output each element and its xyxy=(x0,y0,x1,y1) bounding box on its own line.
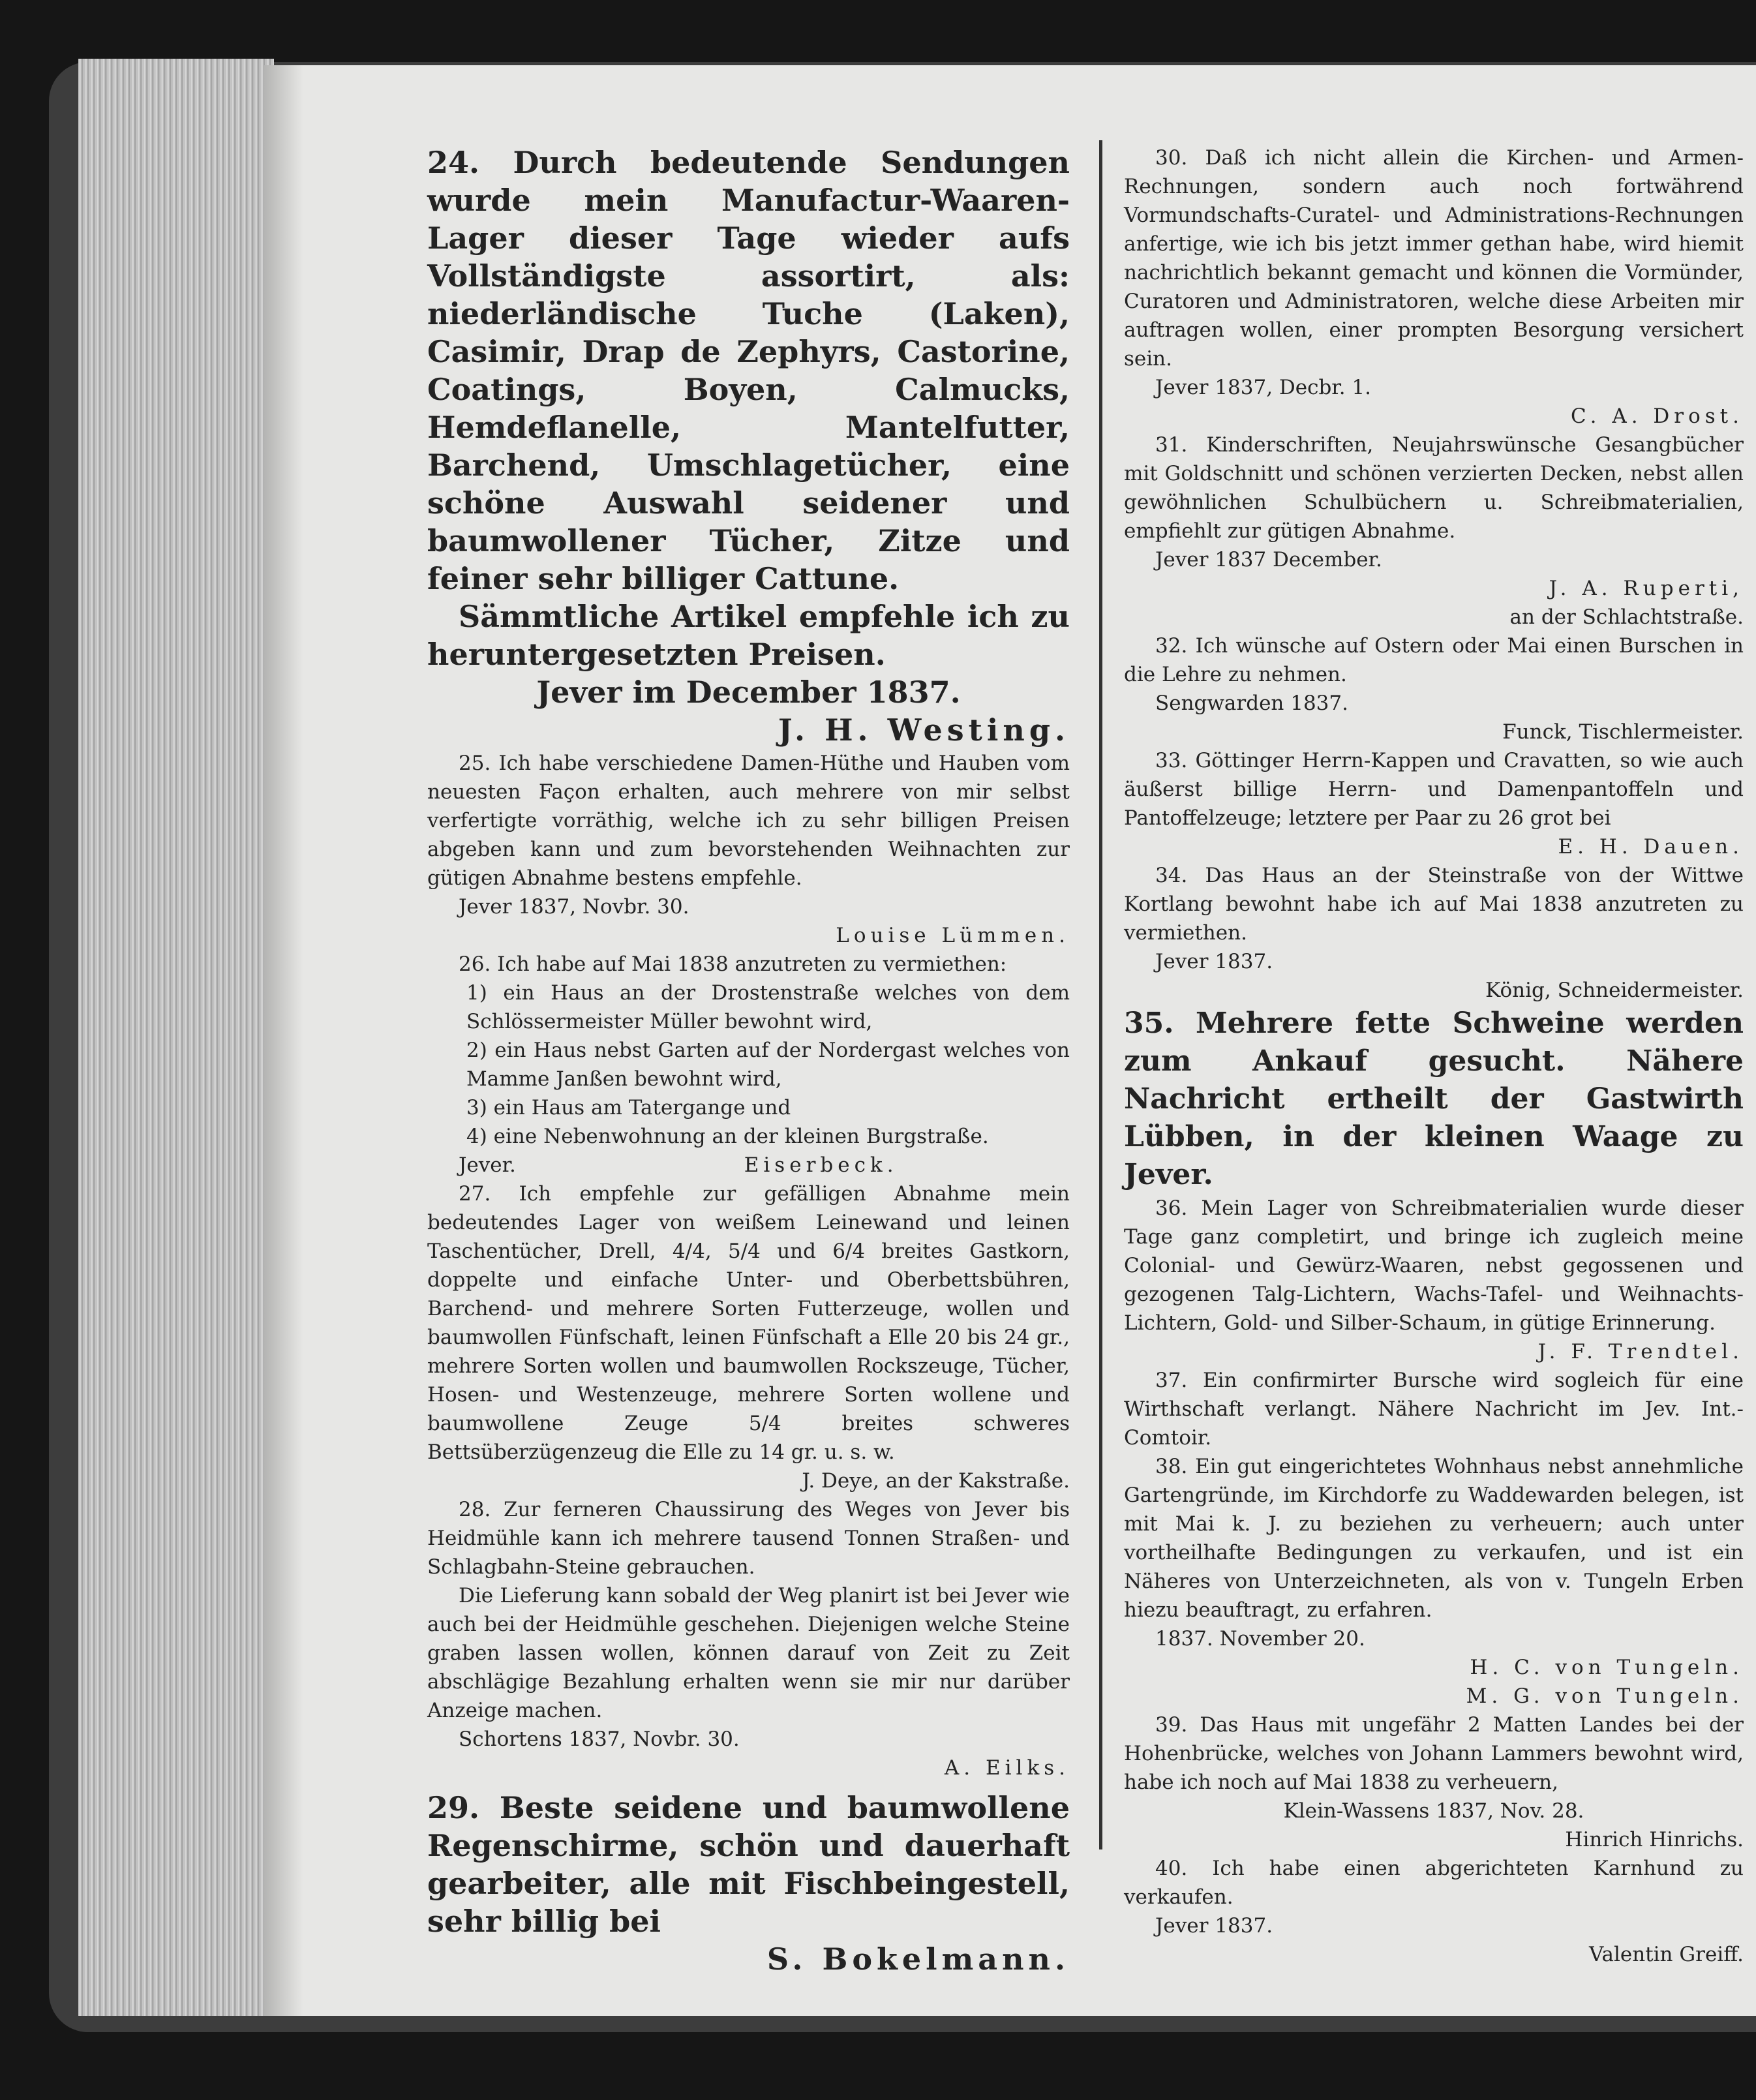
advertisement-32 xyxy=(1124,632,1744,746)
ad-text: 37. Ein confirmirter Bursche wird sogleich für eine Wirthschaft verlangt. Nähere Nachricht im Jev. Int.-Comtoir. xyxy=(1124,1369,1744,1450)
ad-text: 38. Ein gut eingerichtetes Wohnhaus nebst annehmliche Gartengründe, im Kirchdorfe zu Waddewarden belegen, ist mit Mai k. J. zu beziehen zu verheuern; auch unter vortheilhafte Bedingungen zu verkaufen, und ist ein Näheres von Unterzeichneten, als von v. Tungeln Erben hiezu beauftragt, zu erfahren. xyxy=(1124,1455,1744,1622)
ad-date: Klein-Wassens 1837, Nov. 28. xyxy=(1283,1799,1584,1823)
ad-signature: Funck, Tischlermeister. xyxy=(1502,720,1744,744)
ad-signature: S. Bokelmann. xyxy=(766,1941,1070,1977)
ad-text: Die Lieferung kann sobald der Weg planirt ist bei Jever wie auch bei der Heidmühle geschehen. Diejenigen welche Steine graben lassen wollen, können darauf von Zeit zu Zeit abschlägige Bezahlung erhalten wenn sie mir nur darüber Anzeige machen. xyxy=(427,1584,1070,1722)
advertisement-36 xyxy=(1124,1194,1744,1366)
advertisement-27 xyxy=(427,1179,1070,1495)
ad-signature: König, Schneidermeister. xyxy=(1485,979,1744,1002)
ad-date: Jever 1837, Novbr. 30. xyxy=(459,895,689,919)
advertisement-24 xyxy=(427,144,1070,749)
advertisement-33 xyxy=(1124,746,1744,861)
newspaper-page xyxy=(264,65,1756,2016)
ad-text: 40. Ich habe einen abgerichteten Karnhund zu verkaufen. xyxy=(1124,1857,1744,1909)
ad-date: Jever 1837. xyxy=(1155,1914,1273,1938)
ad-text: 34. Das Haus an der Steinstraße von der Wittwe Kortlang bewohnt habe ich auf Mai 1838 anzutreten zu vermiethen. xyxy=(1124,864,1744,945)
gutter-shadow xyxy=(264,65,303,2016)
ad-signature: M. G. von Tungeln. xyxy=(1466,1684,1744,1708)
ad-signature: J. F. Trendtel. xyxy=(1537,1340,1744,1363)
advertisement-37 xyxy=(1124,1366,1744,1452)
ad-place-text: Jever. xyxy=(459,1153,516,1177)
ad-date: Jever 1837. xyxy=(1155,950,1273,973)
list-item: 3) ein Haus am Tatergange und xyxy=(466,1096,791,1119)
ad-text: 27. Ich empfehle zur gefälligen Abnahme mein bedeutendes Lager von weißem Leinewand und leinen Taschentücher, Drell, 4/4, 5/4 und 6/4 breites Gastkorn, doppelte und einfache Unter- und Oberbettsbühren, Barchend- und mehrere Sorten Futterzeuge, wollen und baumwollen Fünfschaft, leinen Fünfschaft a Elle 20 bis 24 gr., mehrere Sorten wollen und baumwollen Rockszeuge, Tücher, Hosen- und Westenzeuge, mehrere Sorten wollene und baumwollene Zeuge 5/4 breites schweres Bettsüberzügenzeug die Elle zu 14 gr. u. s. w. xyxy=(427,1182,1070,1464)
ad-date: Schortens 1837, Novbr. 30. xyxy=(459,1727,740,1751)
ad-signature: Eiserbeck. xyxy=(744,1153,898,1177)
ad-text: 39. Das Haus mit ungefähr 2 Matten Landes bei der Hohenbrücke, welches von Johann Lammers bewohnt wird, habe ich noch auf Mai 1838 zu verheuern, xyxy=(1124,1713,1744,1794)
ad-text: 26. Ich habe auf Mai 1838 anzutreten zu vermiethen: xyxy=(459,952,1007,976)
ad-date: Jever 1837, Decbr. 1. xyxy=(1155,376,1372,399)
ad-date: Jever 1837 December. xyxy=(1155,548,1382,571)
list-item: 1) ein Haus an der Drostenstraße welches von dem Schlössermeister Müller bewohnt wird, xyxy=(466,981,1070,1033)
ad-date: Sengwarden 1837. xyxy=(1155,692,1348,715)
ad-signature: E. H. Dauen. xyxy=(1558,835,1744,859)
ad-text: 25. Ich habe verschiedene Damen-Hüthe und Hauben vom neuesten Façon erhalten, auch mehrere von mir selbst verfertigte vorräthig, welche ich zu sehr billigen Preisen abgeben kann und zum bevorstehenden Weihnachten zur gütigen Abnahme bestens empfehle. xyxy=(427,752,1070,890)
ad-text: Sämmtliche Artikel empfehle ich zu heruntergesetzten Preisen. xyxy=(427,599,1070,672)
advertisement-34 xyxy=(1124,861,1744,1005)
ad-text: 31. Kinderschriften, Neujahrswünsche Gesangbücher mit Goldschnitt und schönen verzierten Decken, nebst allen gewöhnlichen Schulbüchern u. Schreibmaterialien, empfiehlt zur gütigen Abnahme. xyxy=(1124,433,1744,543)
advertisement-31 xyxy=(1124,431,1744,632)
advertisement-25 xyxy=(427,749,1070,950)
column-divider xyxy=(1099,140,1102,1849)
ad-signature: Louise Lümmen. xyxy=(836,924,1070,947)
ad-text: 32. Ich wünsche auf Ostern oder Mai einen Burschen in die Lehre zu nehmen. xyxy=(1124,634,1744,686)
advertisement-28 xyxy=(427,1495,1070,1782)
ad-text: 24. Durch bedeutende Sendungen wurde mein Manufactur-Waaren-Lager dieser Tage wieder aufs Vollständigste assortirt, als: niederländische Tuche (Laken), Casimir, Drap de Zephyrs, Castorine, Coatings, Boyen, Calmucks, Hemdeflanelle, Mantelfutter, Barchend, Umschlagetücher, eine schöne Auswahl seidener und baumwollener Tücher, Zitze und feiner sehr billiger Cattune. xyxy=(427,145,1070,596)
ad-signature: C. A. Drost. xyxy=(1571,404,1744,428)
advertisement-40 xyxy=(1124,1854,1744,1969)
ad-signature: J. A. Ruperti, xyxy=(1549,577,1744,600)
advertisement-35 xyxy=(1124,1005,1744,1194)
page-edges xyxy=(78,59,274,2016)
advertisement-38 xyxy=(1124,1452,1744,1711)
ad-text: 30. Daß ich nicht allein die Kirchen- und Armen-Rechnungen, sondern auch noch fortwährend Vormundschafts-Curatel- und Administrations-Rechnungen anfertige, wie ich bis jetzt immer gethan habe, wird hiemit nachrichtlich bekannt gemacht und können die Vormünder, Curatoren und Administratoren, welche diese Arbeiten mir auftragen wollen, einer prompten Besorgung versichert sein. xyxy=(1124,146,1744,371)
list-item: 2) ein Haus nebst Garten auf der Nordergast welches von Mamme Janßen bewohnt wird, xyxy=(466,1039,1070,1091)
ad-place xyxy=(427,1151,1070,1179)
ad-date: 1837. November 20. xyxy=(1155,1627,1365,1651)
advertisement-29 xyxy=(427,1789,1070,1978)
left-column xyxy=(427,144,1070,1978)
right-column xyxy=(1124,144,1744,1969)
list-item: 4) eine Nebenwohnung an der kleinen Burgstraße. xyxy=(466,1125,989,1148)
advertisement-30 xyxy=(1124,144,1744,431)
ad-signature: J. H. Westing. xyxy=(778,712,1070,748)
ad-text: 36. Mein Lager von Schreibmaterialien wurde dieser Tage ganz completirt, und bringe ich zugleich meine Colonial- und Gewürz-Waaren, nebst gegossenen und gezogenen Talg-Lichtern, Wachs-Tafel- und Weihnachts-Lichtern, Gold- und Silber-Schaum, in gütige Erinnerung. xyxy=(1124,1196,1744,1335)
ad-text: 35. Mehrere fette Schweine werden zum Ankauf gesucht. Nähere Nachricht ertheilt der Gastwirth Lübben, in der kleinen Waage zu Jever. xyxy=(1124,1007,1744,1191)
ad-text: 33. Göttinger Herrn-Kappen und Cravatten, so wie auch äußerst billige Herrn- und Damenpantoffeln und Pantoffelzeuge; letztere per Paar zu 26 grot bei xyxy=(1124,749,1744,830)
ad-signature: J. Deye, an der Kakstraße. xyxy=(802,1469,1070,1493)
advertisement-39 xyxy=(1124,1711,1744,1854)
ad-signature: Hinrich Hinrichs. xyxy=(1565,1828,1744,1851)
ad-signature: Valentin Greiff. xyxy=(1588,1943,1744,1966)
ad-signature-address: an der Schlachtstraße. xyxy=(1509,605,1744,629)
ad-text: 28. Zur ferneren Chaussirung des Weges von Jever bis Heidmühle kann ich mehrere tausend Tonnen Straßen- und Schlagbahn-Steine gebrauchen. xyxy=(427,1498,1070,1579)
ad-signature: A. Eilks. xyxy=(944,1756,1070,1780)
ad-place: Jever im December 1837. xyxy=(536,675,961,710)
ad-text: 29. Beste seidene und baumwollene Regenschirme, schön und dauerhaft gearbeiter, alle mit Fischbeingestell, sehr billig bei xyxy=(427,1790,1070,1939)
advertisement-26 xyxy=(427,950,1070,1179)
ad-signature: H. C. von Tungeln. xyxy=(1470,1656,1744,1679)
